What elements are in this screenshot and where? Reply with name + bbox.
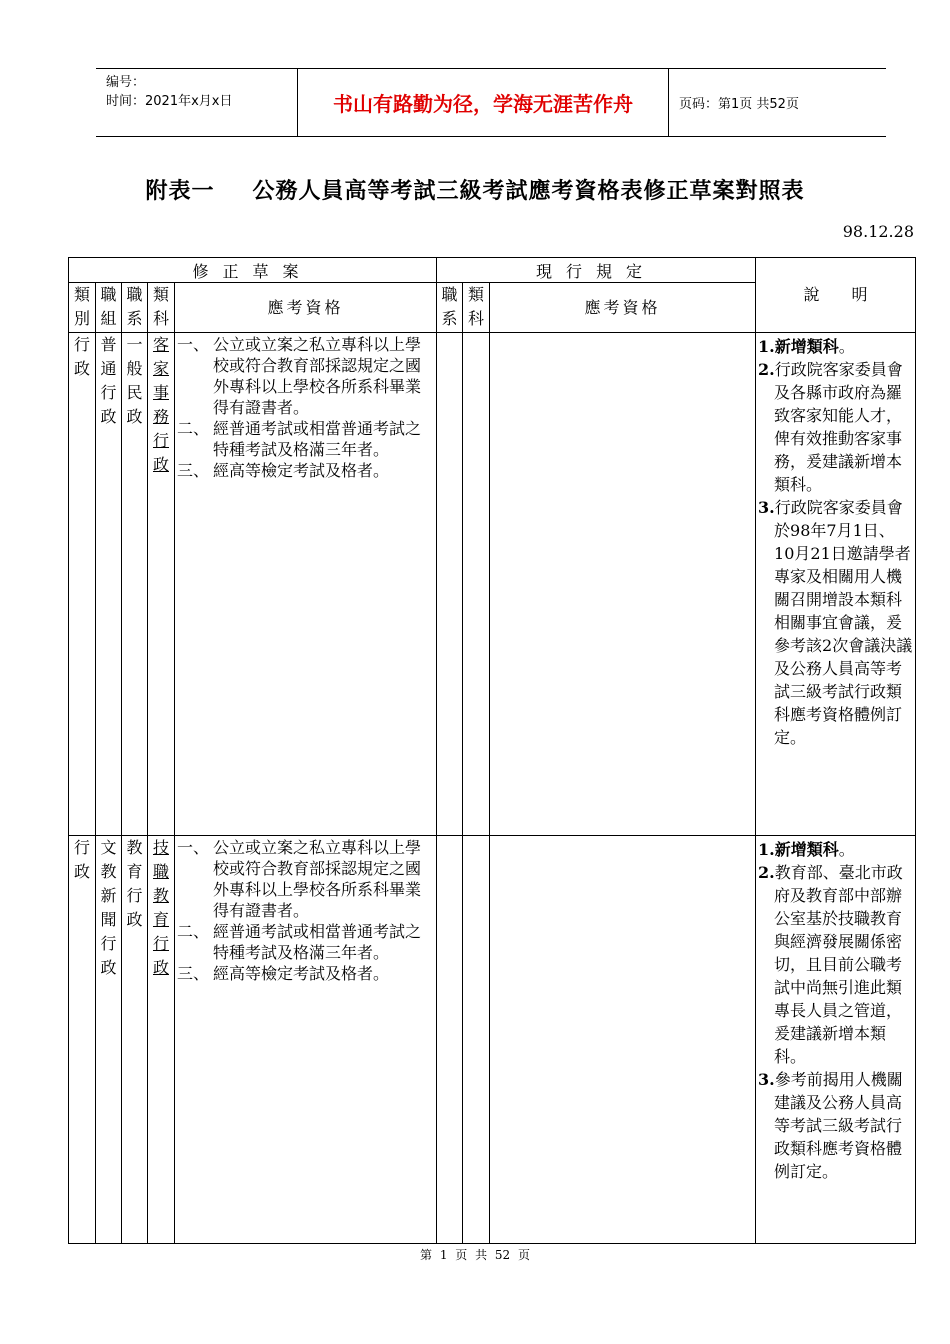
qual-text: 經高等檢定考試及格者。 [213, 964, 390, 983]
cell-subject-current [463, 836, 490, 1244]
table-header-row-1 [69, 258, 916, 283]
cell-series-current [437, 836, 463, 1244]
header-series: 職系 [122, 283, 148, 333]
cell-qualification [175, 333, 437, 836]
group-draft-header: 修正草案 [69, 258, 437, 283]
exp-number: 3. [758, 498, 775, 517]
document-date: 98.12.28 [842, 222, 914, 241]
qual-number: 三、 [177, 461, 210, 480]
qual-text: 公立或立案之私立專科以上學校或符合教育部採認規定之國外專科以上學校各所系科畢業得有證書者。 [213, 335, 422, 417]
cell-explanation: 1.新增類科。 2.行政院客家委員會及各縣市政府為羅致客家知能人才，俾有效推動客家事務，爰建議新增本類科。 3.行政院客家委員會於98年7月1日、10月21日邀請學者專家及相關用人機關召開增設本類科相關事宜會議，爰參考該2次會議決議及公務人員高等考試三級考試行政類科應考資格體例訂定。 [756, 333, 916, 836]
serial-label: 编号： [106, 75, 146, 90]
exp-number: 2. [758, 863, 775, 882]
header-qualification: 應考資格 [175, 283, 437, 333]
cell-series: 一般民政 [122, 333, 148, 836]
header-page-info: 页码：第1页 共52页 [679, 97, 799, 112]
cell-group: 文教新聞行政 [96, 836, 122, 1244]
cell-qualification-current [490, 333, 756, 836]
qual-text: 經普通考試或相當普通考試之特種考試及格滿三年者。 [213, 419, 422, 459]
explanation-header: 說 明 [756, 258, 916, 333]
exp-text: 新增類科 [774, 840, 839, 859]
exp-number: 1. [758, 840, 775, 859]
cell-category: 行政 [69, 333, 96, 836]
time-label: 时间：2021年x月x日 [106, 94, 233, 109]
exp-text: 行政院客家委員會於98年7月1日、10月21日邀請學者專家及相關用人機關召開增設本類科相關事宜會議，爰參考該2次會議決議及公務人員高等考試三級考試行政類科應考資格體例訂定。 [774, 498, 913, 747]
comparison-table [68, 257, 916, 1244]
qual-text: 經高等檢定考試及格者。 [213, 461, 390, 480]
document-header [96, 68, 886, 137]
qual-number: 一、 [177, 838, 210, 857]
table-row [69, 836, 916, 1244]
exp-text: 參考前揭用人機關建議及公務人員高等考試三級考試行政類科應考資格體例訂定。 [774, 1070, 903, 1181]
exp-number: 2. [758, 360, 775, 379]
exp-text: 行政院客家委員會及各縣市政府為羅致客家知能人才，俾有效推動客家事務，爰建議新增本類科。 [774, 360, 903, 494]
header-category: 類別 [69, 283, 96, 333]
page-footer: 第 1 页 共 52 页 [420, 1248, 530, 1262]
header-subject: 類科 [148, 283, 175, 333]
header-motto: 书山有路勤为径，学海无涯苦作舟 [297, 69, 669, 136]
exp-number: 3. [758, 1070, 775, 1089]
cell-subject: 客家事務行政 [148, 333, 175, 836]
cell-subject-current [463, 333, 490, 836]
cell-qualification [175, 836, 437, 1244]
exp-text: 教育部、臺北市政府及教育部中部辦公室基於技職教育與經濟發展關係密切，且目前公職考試中尚無引進此類專長人員之管道，爰建議新增本類科。 [774, 863, 903, 1066]
qual-number: 二、 [177, 419, 210, 438]
cell-category: 行政 [69, 836, 96, 1244]
qual-number: 二、 [177, 922, 210, 941]
title-appendix: 附表一 [145, 178, 215, 204]
cell-qualification-current [490, 836, 756, 1244]
title-main: 公務人員高等考試三級考試應考資格表修正草案對照表 [252, 178, 805, 204]
cell-subject: 技職教育行政 [148, 836, 175, 1244]
cell-series: 教育行政 [122, 836, 148, 1244]
qual-number: 三、 [177, 964, 210, 983]
header-qualification-current: 應考資格 [490, 283, 756, 333]
header-subject-current: 類科 [463, 283, 490, 333]
exp-number: 1. [758, 337, 775, 356]
exp-text: 新增類科 [774, 337, 839, 356]
header-meta [96, 69, 297, 136]
table-row [69, 333, 916, 836]
qual-text: 經普通考試或相當普通考試之特種考試及格滿三年者。 [213, 922, 422, 962]
qual-text: 公立或立案之私立專科以上學校或符合教育部採認規定之國外專科以上學校各所系科畢業得有證書者。 [213, 838, 422, 920]
cell-series-current [437, 333, 463, 836]
document-title [0, 174, 950, 205]
group-current-header: 現行規定 [437, 258, 756, 283]
cell-explanation: 1.新增類科。 2.教育部、臺北市政府及教育部中部辦公室基於技職教育與經濟發展關係密切，且目前公職考試中尚無引進此類專長人員之管道，爰建議新增本類科。 3.參考前揭用人機關建議及公務人員高等考試三級考試行政類科應考資格體例訂定。 [756, 836, 916, 1244]
header-group: 職組 [96, 283, 122, 333]
cell-group: 普通行政 [96, 333, 122, 836]
header-series-current: 職系 [437, 283, 463, 333]
qual-number: 一、 [177, 335, 210, 354]
